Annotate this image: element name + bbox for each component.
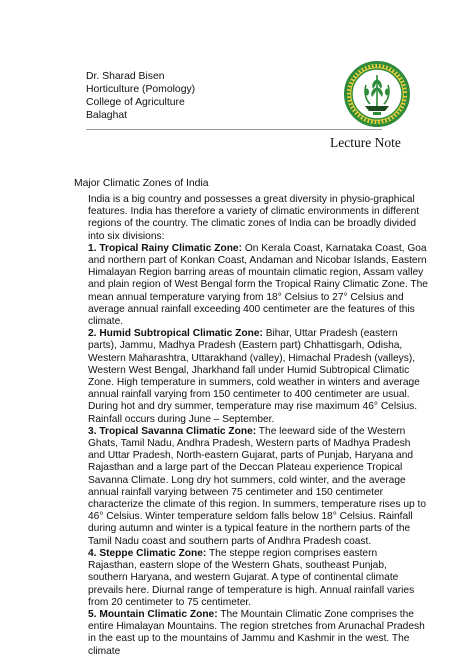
author-place: Balaghat bbox=[86, 110, 128, 121]
zone-heading: 3. Tropical Savanna Climatic Zone: bbox=[88, 425, 257, 437]
zone-paragraph bbox=[88, 328, 428, 426]
zone-paragraph bbox=[88, 609, 428, 658]
zone-heading: 2. Humid Subtropical Climatic Zone: bbox=[88, 328, 263, 340]
document-label: Lecture Note bbox=[330, 135, 401, 150]
zone-paragraph bbox=[88, 548, 428, 609]
author-college: College of Agriculture bbox=[86, 97, 185, 108]
author-department: Horticulture (Pomology) bbox=[86, 84, 196, 95]
zone-heading: 5. Mountain Climatic Zone: bbox=[88, 608, 218, 620]
university-seal-icon bbox=[344, 61, 410, 127]
author-block bbox=[86, 70, 195, 122]
zone-text: The leeward side of the Western Ghats, Tamil Nadu, Andhra Pradesh, Western parts of Madhya Pradesh and Uttar Pradesh, North-eastern Gujarat, parts of Punjab, Haryana and Rajasthan and a large part of the Deccan Plateau experience Tropical Savanna Climate. Long dry hot summers, cold winter, and the average annual rainfall varying between 75 centimeter and 150 centimeter characterize the climate of this region. In summers, temperature rises up to 46° Celsius. Winter temperature seldom falls below 18° Celsius. Rainfall during autumn and winter is a typical feature in the northern parts of the Tamil Nadu coast and southern parts of Andhra Pradesh coast. bbox=[88, 425, 427, 547]
section-title: Major Climatic Zones of India bbox=[74, 178, 209, 189]
intro-paragraph: India is a big country and possesses a great diversity in physio-graphical features. India has therefore a variety of climatic environments in different regions of the country. The climatic zones of India can be broadly divided into six divisions: bbox=[88, 194, 420, 242]
zone-text: The Mountain Climatic Zone comprises the entire Himalayan Mountains. The region stretches from Arunachal Pradesh in the east up to the mountains of Jammu and Kashmir in the west. The climate bbox=[88, 608, 425, 657]
zone-text: On Kerala Coast, Karnataka Coast, Goa and northern part of Konkan Coast, Andaman and Nicobar Islands, Eastern Himalayan Region barring areas of mountain climatic region, Assam valley and plain region of West Bengal form the Tropical Rainy Climatic Zone. The mean annual temperature varying from 18° Celsius to 27° Celsius and average annual rainfall exceeding 400 centimeter are the features of this climate. bbox=[88, 242, 428, 328]
zone-paragraph bbox=[88, 426, 428, 548]
zone-text: Bihar, Uttar Pradesh (eastern parts), Jammu, Madhya Pradesh (Eastern part) Chhattisgarh, Odisha, Western Maharashtra, Uttarakhand (valley), Himachal Pradesh (valleys), Western West Bengal, Jharkhand fall under Humid Subtropical Climatic Zone. High temperature in summers, cold weather in winters and average annual rainfall varying from 150 centimeter to 400 centimeter are usual. During hot and dry summer, temperature may rise maximum 46° Celsius. Rainfall occurs during June – September. bbox=[88, 328, 420, 425]
author-name: Dr. Sharad Bisen bbox=[86, 71, 165, 82]
zone-text: The steppe region comprises eastern Rajasthan, eastern slope of the Western Ghats, southeast Punjab, southern Haryana, and western Gujarat. A type of continental climate prevails here. Diurnal range of temperature is high. Annual rainfall varies from 20 centimeter to 75 centimeter. bbox=[88, 547, 415, 608]
header-divider bbox=[86, 129, 382, 130]
body-text bbox=[88, 194, 428, 658]
zone-heading: 4. Steppe Climatic Zone: bbox=[88, 547, 207, 559]
zone-heading: 1. Tropical Rainy Climatic Zone: bbox=[88, 242, 242, 254]
zone-paragraph bbox=[88, 243, 428, 328]
